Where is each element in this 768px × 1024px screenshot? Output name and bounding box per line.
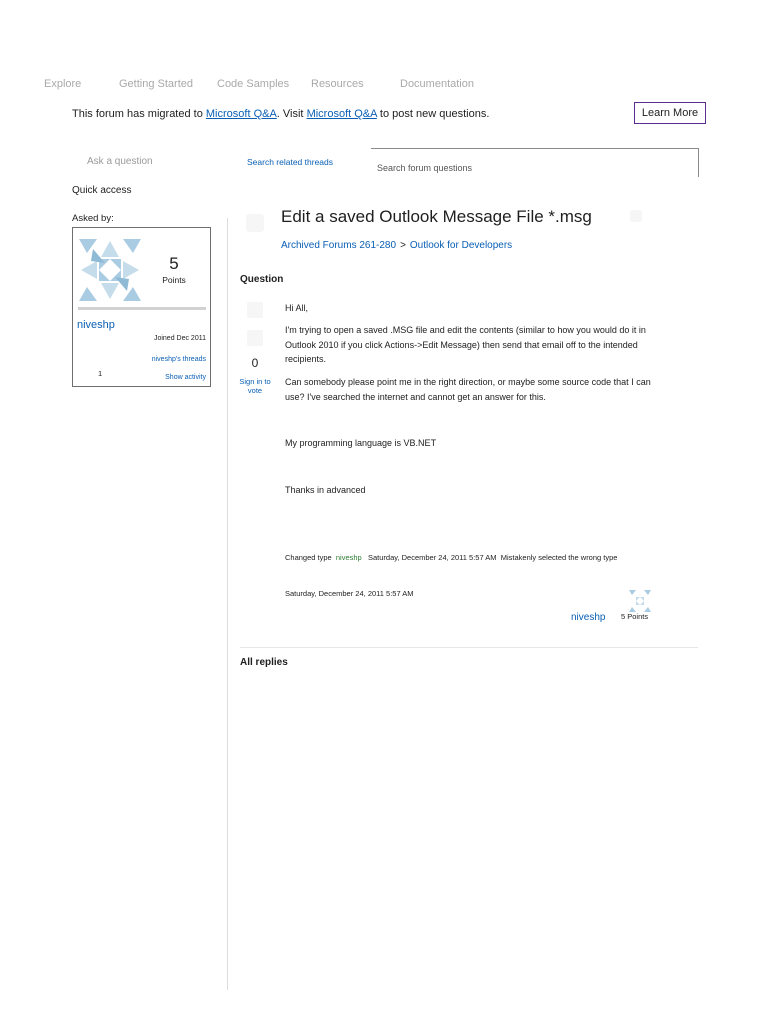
nav-explore[interactable]: Explore (44, 78, 82, 90)
ask-question-link[interactable]: Ask a question (87, 156, 153, 167)
learn-more-button[interactable]: Learn More (634, 102, 706, 124)
microsoft-qa-link[interactable]: Microsoft Q&A (205, 108, 277, 120)
user-name-link[interactable]: niveshp (77, 319, 115, 331)
vote-count: 0 (251, 356, 259, 370)
nav-documentation[interactable]: Documentation (400, 78, 474, 90)
question-paragraph: My programming language is VB.NET (285, 438, 437, 448)
user-threads-link[interactable]: niveshp's threads (151, 356, 206, 363)
nav-getting-started[interactable]: Getting Started (119, 78, 193, 90)
quick-access-link[interactable]: Quick access (72, 185, 132, 196)
changed-type-note (285, 551, 653, 566)
user-points-label: Points (162, 275, 186, 285)
vote-up-icon[interactable] (247, 302, 263, 318)
user-activity-count: 1 (98, 369, 103, 378)
user-card (72, 227, 211, 387)
breadcrumb-archived-forums[interactable]: Archived Forums 261-280 (281, 240, 397, 251)
section-divider (240, 647, 698, 648)
title-placeholder-icon-2 (630, 210, 642, 222)
question-paragraph: Can somebody please point me in the right direction, or maybe some source code that I can use? I've searched the internet and cannot get an answer for this. (285, 377, 651, 402)
changed-type-user-link[interactable]: niveshp (335, 553, 362, 562)
breadcrumb (281, 240, 512, 251)
banner-prefix: This forum has migrated to (72, 108, 206, 120)
posted-date: Saturday, December 24, 2011 5:57 AM (285, 589, 414, 598)
question-paragraph: Thanks in advanced (285, 485, 366, 495)
question-paragraph: Hi All, (285, 303, 309, 313)
banner-middle: . Visit (276, 108, 307, 120)
search-forum-input[interactable] (371, 148, 699, 177)
author-points: 5 Points (621, 612, 649, 621)
points-progress-bar (78, 307, 206, 310)
column-divider (227, 218, 228, 990)
user-avatar[interactable] (79, 239, 141, 301)
user-points-value: 5 (169, 254, 179, 273)
show-activity-link[interactable]: Show activity (165, 374, 206, 381)
nav-code-samples[interactable]: Code Samples (217, 78, 290, 90)
author-avatar[interactable] (629, 590, 651, 612)
author-name-link[interactable]: niveshp (571, 612, 606, 623)
breadcrumb-separator: > (400, 240, 406, 251)
vote-placeholder-icon (247, 330, 263, 346)
question-label: Question (240, 274, 284, 285)
all-replies-heading: All replies (240, 657, 288, 668)
changed-type-date: Saturday, December 24, 2011 5:57 AM (368, 553, 497, 562)
sign-in-to-vote-link[interactable]: Sign in to vote (239, 377, 271, 395)
breadcrumb-outlook-for-developers[interactable]: Outlook for Developers (409, 240, 513, 251)
thread-title: Edit a saved Outlook Message File *.msg (281, 207, 592, 226)
title-placeholder-icon (246, 214, 264, 232)
search-related-threads-link[interactable]: Search related threads (247, 157, 333, 167)
asked-by-label: Asked by: (72, 213, 114, 224)
microsoft-qa-link-2[interactable]: Microsoft Q&A (306, 108, 377, 120)
changed-type-label: Changed type (285, 553, 332, 562)
changed-type-reason: Mistakenly selected the wrong type (500, 553, 618, 562)
banner-suffix: to post new questions. (376, 108, 490, 120)
migration-banner (72, 108, 489, 120)
nav-resources[interactable]: Resources (311, 78, 364, 90)
user-joined-date: Joined Dec 2011 (153, 335, 206, 342)
question-paragraph: I'm trying to open a saved .MSG file and edit the contents (similar to how you would do it in Outlook 2010 if you click Actions->Edit Message) then send that email off to the intended recipients. (285, 325, 646, 364)
